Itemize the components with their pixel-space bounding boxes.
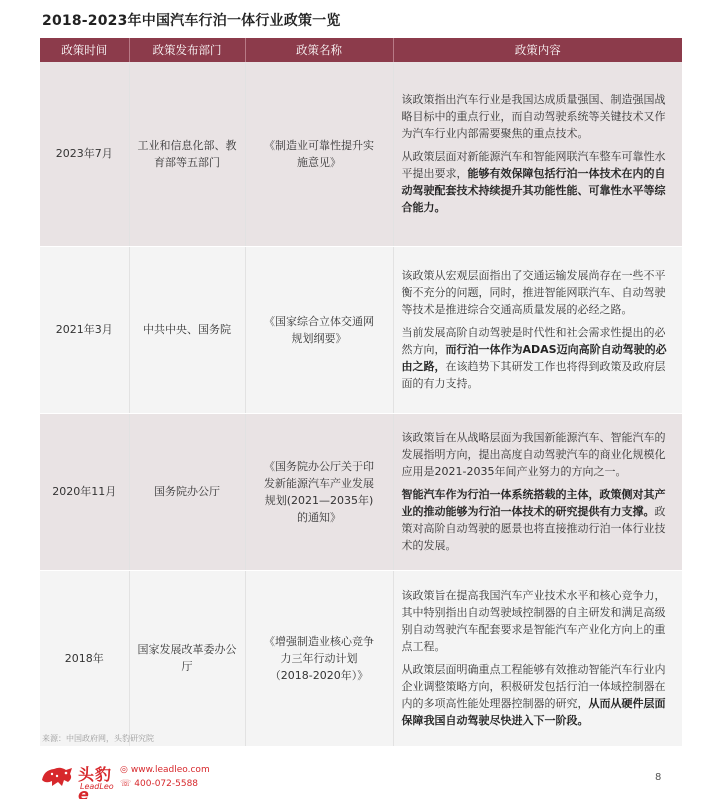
website-link[interactable]: www.leadleo.com: [130, 765, 210, 775]
policy-time: 2018年: [40, 570, 129, 746]
table-row: [40, 413, 682, 570]
policy-content: [393, 246, 682, 413]
footer-contact: [120, 763, 210, 791]
table-row: [40, 570, 682, 746]
leadleo-logo: [40, 762, 130, 799]
table-row: [40, 62, 682, 246]
table-row: [40, 246, 682, 413]
header-content: 政策内容: [393, 38, 682, 62]
policy-time: 2021年3月: [40, 246, 129, 413]
content-text: 从政策层面明确重点工程能够有效推动智能汽车行业内企业调整策略方向，积极研发包括行泊一体域控制器在内的多项高性能处理器控制器的研究，: [401, 663, 666, 710]
policy-name: 《增强制造业核心竞争力三年行动计划（2018-2020年）》: [245, 570, 393, 746]
phone-number: 400-072-5588: [134, 779, 199, 789]
content-highlight: 而行泊一体作为ADAS迈向高阶自动驾驶的必由之路，: [401, 343, 667, 373]
content-para-1: 该政策指出汽车行业是我国达成质量强国、制造强国战略目标中的重点行业，而自动驾驶系统等关键技术又作为汽车行业内部需要聚焦的重点技术。: [401, 93, 666, 141]
policy-time: 2023年7月: [40, 62, 129, 246]
content-highlight: 能够有效保障包括行泊一体技术在内的自动驾驶配套技术持续提升其功能性能、可靠性水平等综合能力。: [401, 167, 666, 215]
policy-name: 《国务院办公厅关于印发新能源汽车产业发展规划(2021—2035年)的通知》: [245, 413, 393, 570]
policy-content: [393, 62, 682, 246]
content-highlight: 智能汽车作为行泊一体系统搭载的主体，政策侧对其产业的推动能够为行泊一体技术的研究提供有力支撑。: [401, 488, 666, 518]
content-text: 当前发展高阶自动驾驶是时代性和社会需求性提出的必然方向，: [401, 326, 666, 356]
content-highlight: 从而从硬件层面保障我国自动驾驶尽快进入下一阶段。: [401, 697, 666, 727]
source-note: 来源：中国政府网，头豹研究院: [42, 734, 154, 743]
logo-text: 头豹 e: [78, 765, 113, 799]
page-title: 2018-2023年中国汽车行泊一体行业政策一览: [42, 13, 341, 29]
header-dept: 政策发布部门: [129, 38, 245, 62]
phone-row: [120, 777, 210, 791]
logo-subtext: LeadLeo: [80, 782, 114, 791]
policy-content: [393, 413, 682, 570]
header-time: 政策时间: [40, 38, 129, 62]
content-para-2: [402, 486, 673, 554]
globe-icon: ◎: [120, 765, 128, 775]
content-para-2: [402, 661, 673, 729]
phone-icon: ☏: [120, 779, 132, 789]
policy-dept: 中共中央、国务院: [129, 246, 245, 413]
content-para-1: 该政策旨在从战略层面为我国新能源汽车、智能汽车的发展指明方向，提出高度自动驾驶汽车的商业化规模化应用是2021-2035年间产业努力的方向之一。: [401, 431, 666, 478]
policy-name: 《制造业可靠性提升实施意见》: [245, 62, 393, 246]
policy-dept: 工业和信息化部、教育部等五部门: [129, 62, 245, 246]
content-para-2: [402, 324, 673, 392]
policy-dept: 国家发展改革委办公厅: [129, 570, 245, 746]
table-header-row: [40, 38, 682, 62]
leopard-icon: [40, 764, 74, 790]
page-number: 8: [655, 772, 662, 783]
content-text: 从政策层面对新能源汽车和智能网联汽车整车可靠性水平提出要求，: [401, 150, 666, 181]
policy-content: [393, 570, 682, 746]
header-name: 政策名称: [245, 38, 393, 62]
policy-name: 《国家综合立体交通网规划纲要》: [245, 246, 393, 413]
content-para-1: 该政策从宏观层面指出了交通运输发展尚存在一些不平衡不充分的问题，同时，推进智能网联汽车、自动驾驶等技术是推进综合交通高质量发展的必经之路。: [401, 269, 666, 316]
policy-time: 2020年11月: [40, 413, 129, 570]
website-row[interactable]: [120, 763, 210, 777]
policy-dept: 国务院办公厅: [129, 413, 245, 570]
content-text: 在该趋势下其研发工作也将得到政策及政府层面的有力支持。: [401, 360, 666, 390]
policy-table: [40, 38, 682, 747]
content-text: 政策对高阶自动驾驶的愿景也将直接推动行泊一体行业技术的发展。: [401, 505, 666, 552]
content-para-2: [402, 148, 673, 216]
content-para-1: 该政策旨在提高我国汽车产业技术水平和核心竞争力，其中特别指出自动驾驶域控制器的自主研发和满足高级别自动驾驶汽车配套要求是智能汽车产业化方向上的重点工程。: [401, 589, 666, 653]
